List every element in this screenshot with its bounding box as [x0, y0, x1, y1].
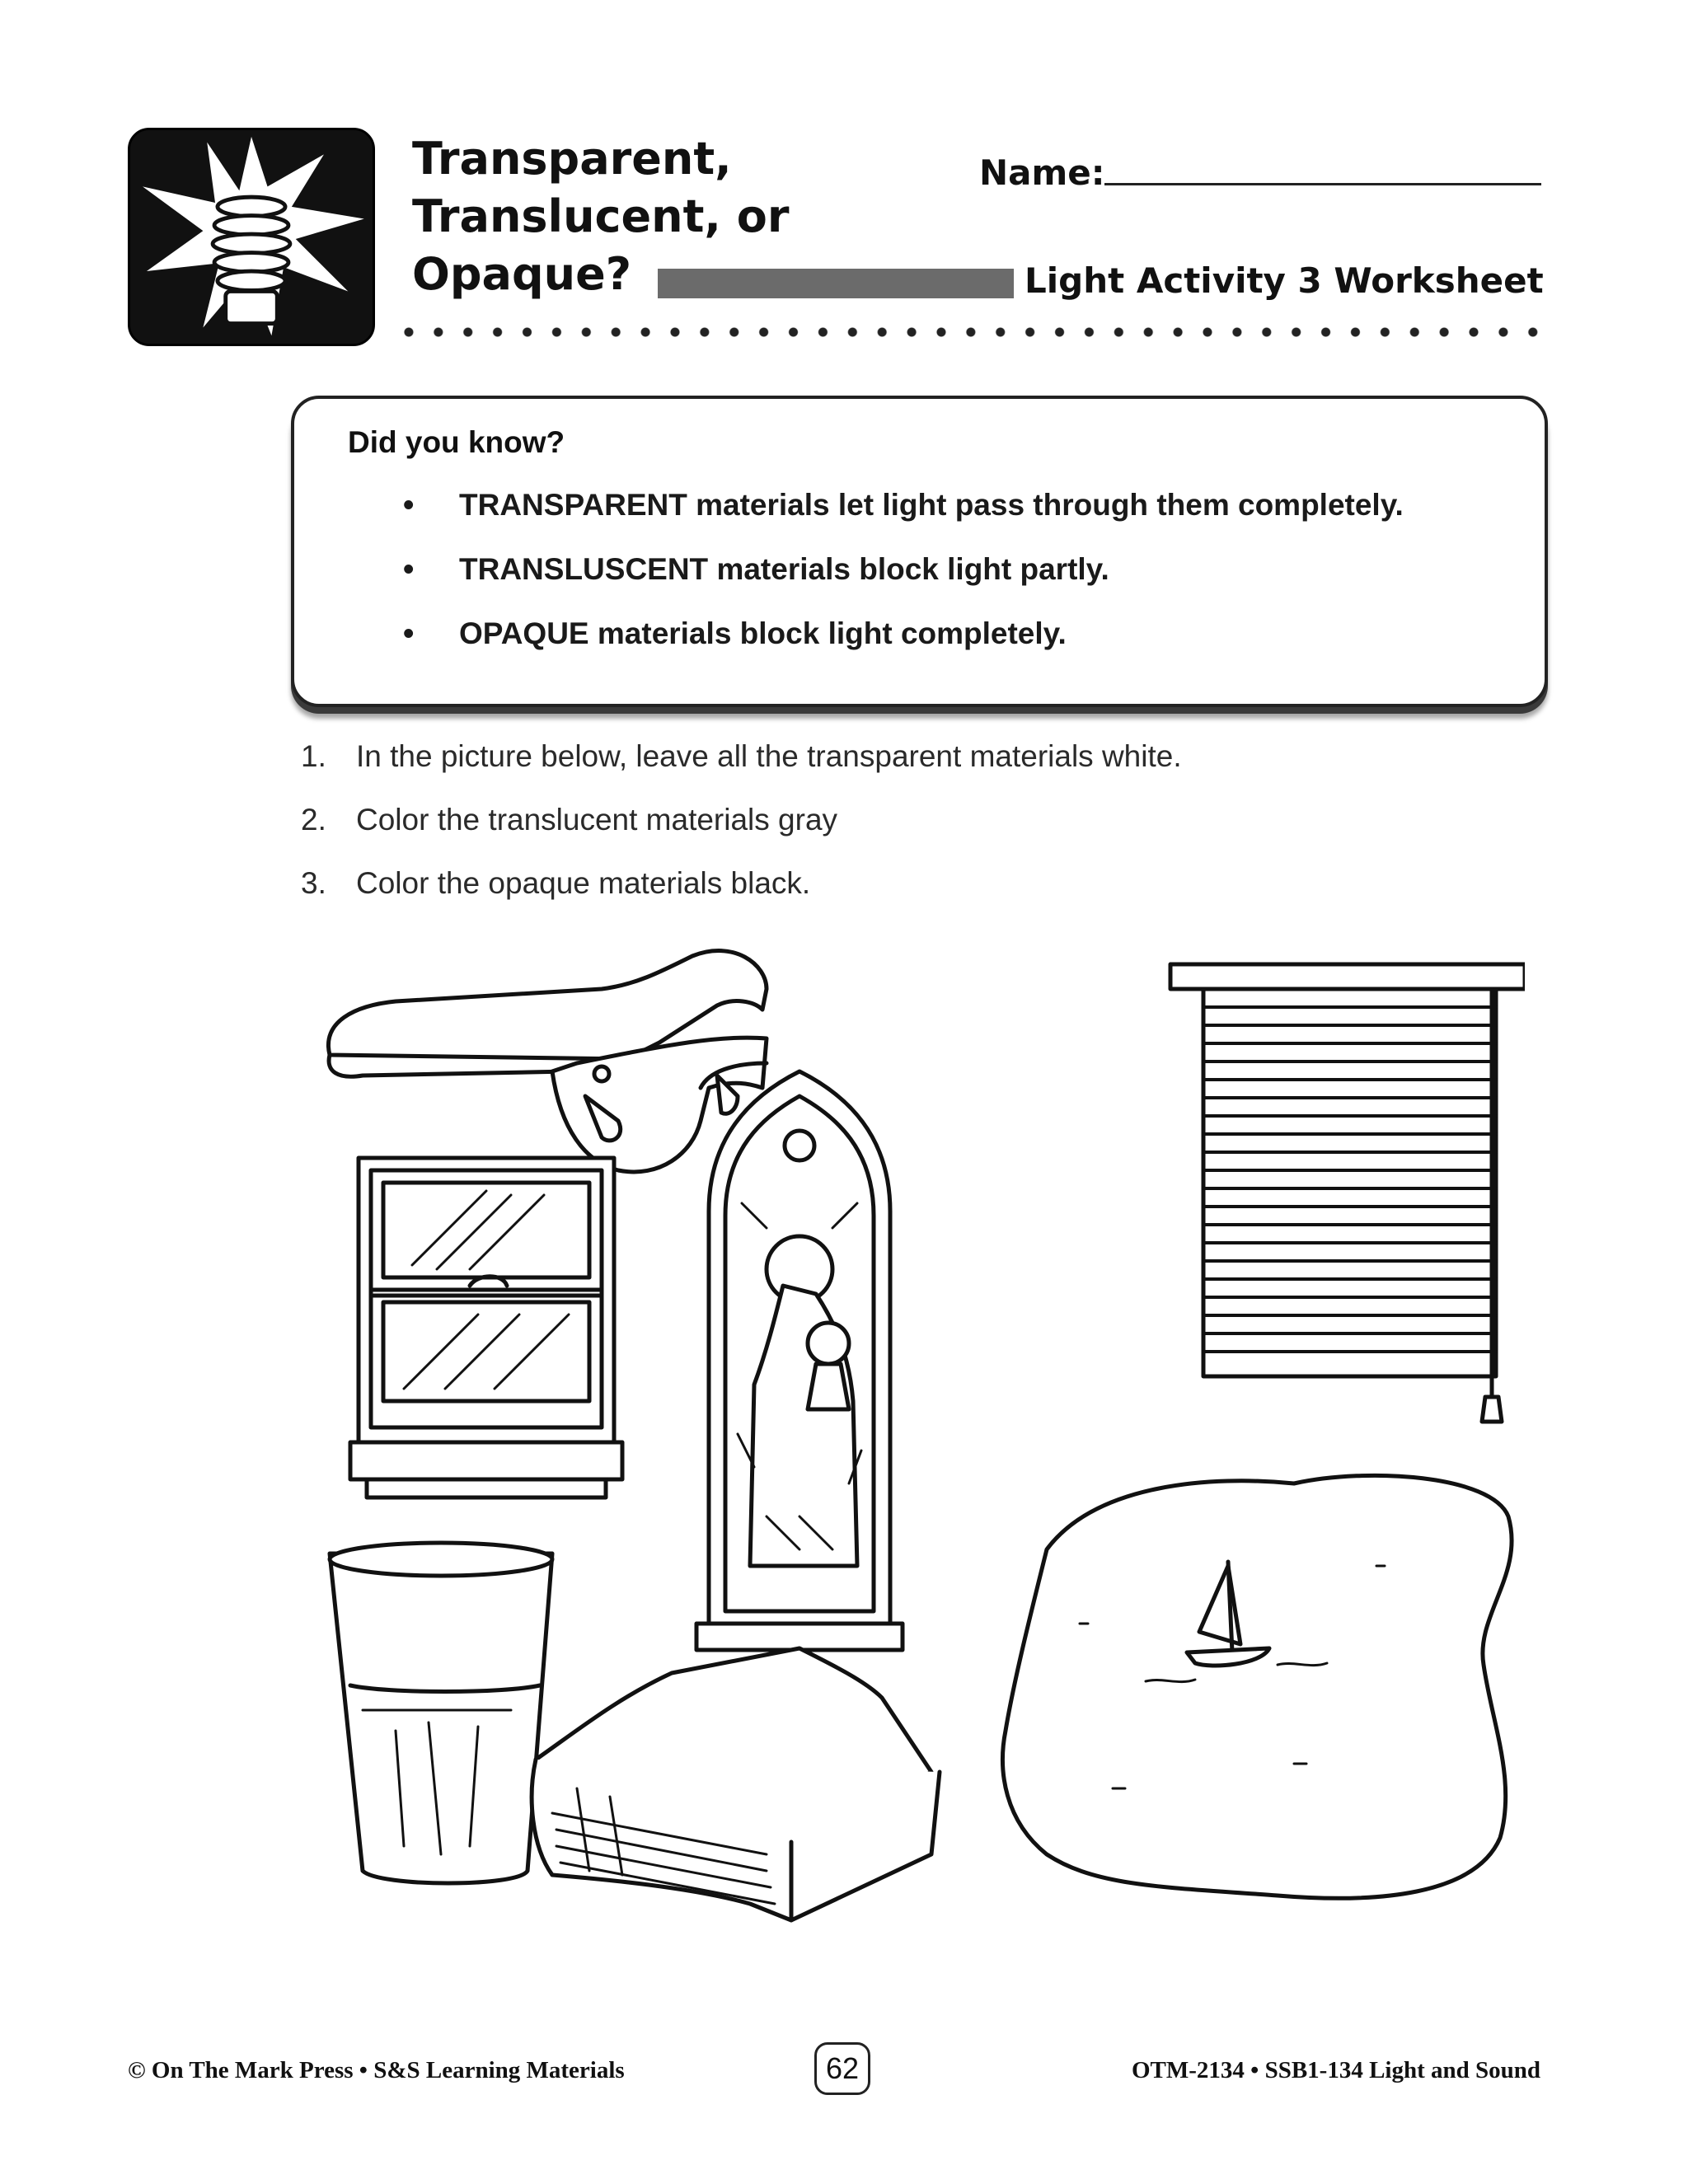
name-label: Name: — [979, 152, 1105, 193]
fact-text: TRANSPARENT materials let light pass through them completely. — [459, 488, 1404, 522]
coloring-illustration — [305, 940, 1525, 2003]
list-item — [294, 616, 1545, 681]
name-field[interactable] — [1104, 183, 1541, 185]
page-number: 62 — [814, 2042, 870, 2095]
list-item — [294, 552, 1545, 616]
title-line: Transparent, — [412, 133, 732, 185]
instruction-number: 3. — [301, 866, 326, 900]
bullet: • — [403, 552, 415, 587]
window-illustration — [350, 1158, 622, 1497]
title-line: Translucent, or — [412, 190, 790, 242]
title-line: Opaque? — [412, 248, 632, 300]
light-bulb-icon — [128, 128, 375, 346]
frosted-glass-sailboat-illustration — [1003, 1475, 1512, 1898]
instruction-number: 1. — [301, 739, 326, 773]
stained-glass-window-illustration — [696, 1071, 903, 1650]
instruction-text: Color the opaque materials black. — [356, 866, 811, 900]
fact-text: OPAQUE materials block light completely. — [459, 616, 1067, 650]
instruction-number: 2. — [301, 803, 326, 837]
footer-product-code: OTM-2134 • SSB1-134 Light and Sound — [1132, 2057, 1541, 2083]
footer-copyright: © On The Mark Press • S&S Learning Materials — [128, 2057, 625, 2083]
sunglasses-illustration — [328, 951, 767, 1172]
fact-list — [294, 488, 1545, 681]
did-you-know-box — [291, 396, 1548, 707]
window-blinds-illustration — [1170, 964, 1525, 1422]
title-divider-bar — [658, 269, 1014, 298]
book-illustration — [532, 1648, 940, 1920]
worksheet-subtitle: Light Activity 3 Worksheet — [1025, 260, 1544, 301]
glass-of-water-illustration — [330, 1543, 552, 1883]
bullet: • — [403, 616, 415, 651]
fact-text: TRANSLUSCENT materials block light partly. — [459, 552, 1109, 586]
bullet: • — [403, 488, 415, 523]
list-item — [294, 488, 1545, 552]
dotted-divider — [394, 326, 1548, 338]
info-heading: Did you know? — [348, 425, 565, 459]
instruction-text: Color the translucent materials gray — [356, 803, 838, 837]
instruction-text: In the picture below, leave all the transparent materials white. — [356, 739, 1182, 773]
